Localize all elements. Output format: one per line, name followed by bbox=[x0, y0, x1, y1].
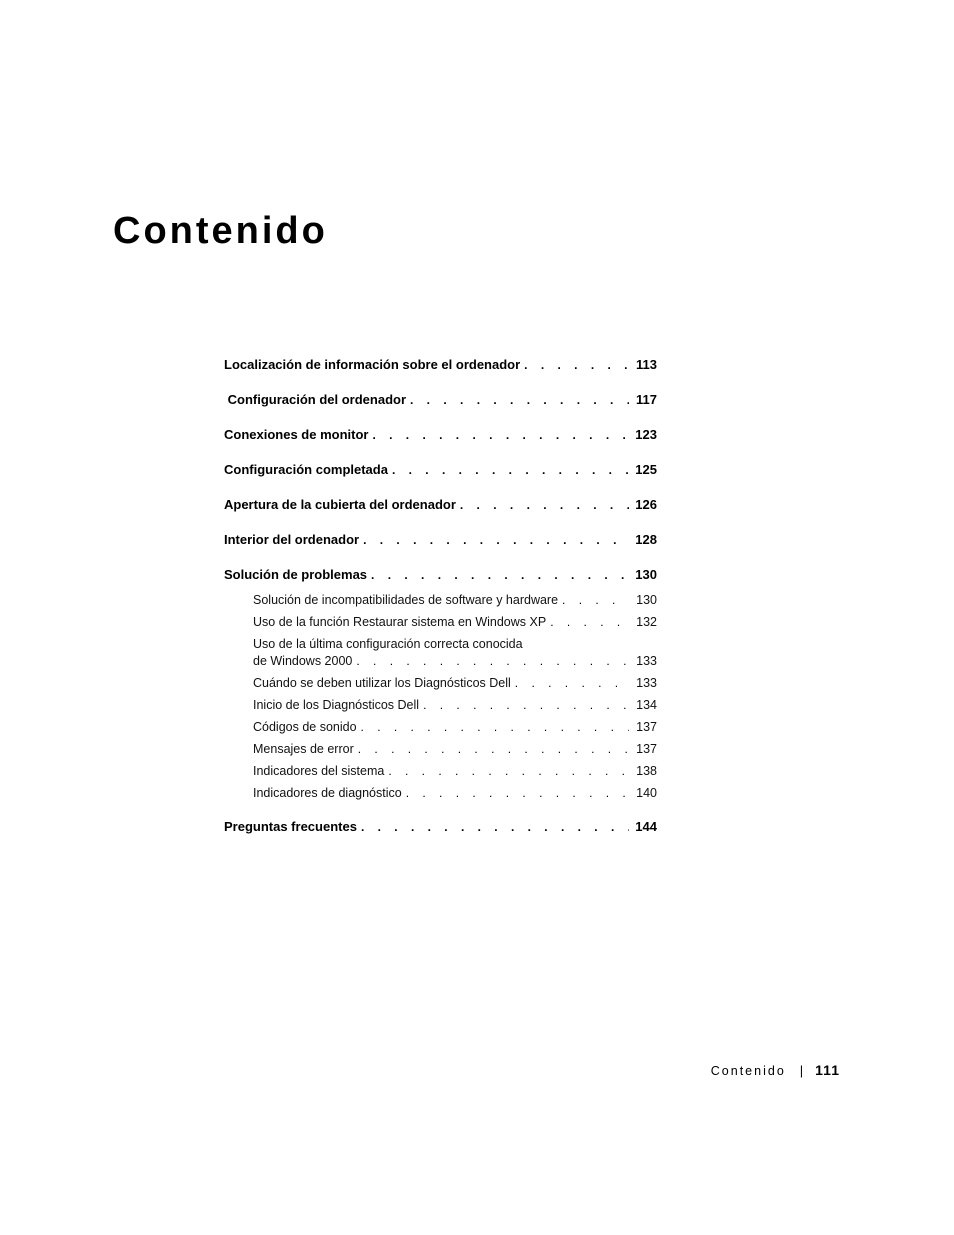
dot-leader bbox=[524, 357, 629, 374]
toc-entry-page: 144 bbox=[635, 819, 657, 834]
dot-leader bbox=[410, 392, 629, 409]
dot-leader bbox=[562, 592, 629, 608]
toc-entry-page: 123 bbox=[635, 427, 657, 442]
toc-entry-label: Solución de problemas bbox=[224, 567, 368, 582]
toc-subentry-label: Indicadores del sistema bbox=[253, 764, 385, 778]
dot-leader bbox=[388, 763, 629, 779]
toc-subentry-page: 133 bbox=[636, 654, 657, 668]
dot-leader bbox=[358, 741, 629, 757]
table-of-contents bbox=[224, 352, 657, 836]
toc-subentry[interactable] bbox=[253, 614, 657, 630]
toc-entry-label: Conexiones de monitor bbox=[224, 427, 369, 442]
footer-page-number: 111 bbox=[815, 1062, 840, 1078]
toc-entry-page: 117 bbox=[636, 392, 657, 407]
toc-entry-label: Interior del ordenador bbox=[224, 532, 360, 547]
dot-leader bbox=[550, 614, 629, 630]
toc-subentry-label: Cuándo se deben utilizar los Diagnósticos Dell bbox=[253, 676, 511, 690]
toc-entry[interactable] bbox=[224, 426, 657, 444]
dot-leader bbox=[372, 427, 629, 444]
toc-subentry-label: Uso de la función Restaurar sistema en Windows XP bbox=[253, 615, 547, 629]
toc-entry-label: Configuración del ordenador bbox=[224, 392, 407, 407]
toc-subentry[interactable] bbox=[253, 741, 657, 757]
toc-entry-label: Preguntas frecuentes bbox=[224, 819, 357, 834]
toc-entry-page: 128 bbox=[635, 532, 657, 547]
toc-entry[interactable] bbox=[224, 391, 657, 409]
toc-entry-page: 125 bbox=[635, 462, 657, 477]
toc-entry-label: Localización de información sobre el ordenador bbox=[224, 357, 521, 372]
toc-entry-page: 126 bbox=[635, 497, 657, 512]
footer-section-title: Contenido bbox=[710, 1064, 786, 1078]
dot-leader bbox=[406, 785, 629, 801]
toc-subentry-page: 134 bbox=[636, 698, 657, 712]
toc-subentry-label: Códigos de sonido bbox=[253, 720, 357, 734]
toc-subentry[interactable] bbox=[253, 785, 657, 801]
toc-subentry-page: 137 bbox=[636, 742, 657, 756]
toc-subentry[interactable] bbox=[253, 675, 657, 691]
toc-subentry-label-line1: Uso de la última configuración correcta conocida bbox=[253, 637, 523, 651]
toc-subentry-label: Solución de incompatibilidades de software y hardware bbox=[253, 593, 559, 607]
toc-entry-page: 130 bbox=[635, 567, 657, 582]
toc-entry-label: Configuración completada bbox=[224, 462, 388, 477]
dot-leader bbox=[392, 462, 629, 479]
page-footer bbox=[711, 1062, 840, 1078]
dot-leader bbox=[460, 497, 629, 514]
toc-subentry-label: de Windows 2000 bbox=[253, 654, 353, 668]
toc-subentry-page: 132 bbox=[636, 615, 657, 629]
toc-subentry-page: 130 bbox=[636, 593, 657, 607]
toc-subentry-page: 138 bbox=[636, 764, 657, 778]
page-title: Contenido bbox=[113, 210, 328, 252]
dot-leader bbox=[361, 719, 629, 735]
dot-leader bbox=[363, 532, 629, 549]
toc-entry[interactable] bbox=[224, 531, 657, 549]
toc-subentry-label: Indicadores de diagnóstico bbox=[253, 786, 402, 800]
toc-entry-page: 113 bbox=[636, 357, 657, 372]
toc-subentry-label: Mensajes de error bbox=[253, 742, 354, 756]
toc-entry[interactable] bbox=[224, 566, 657, 584]
dot-leader bbox=[515, 675, 629, 691]
dot-leader bbox=[371, 567, 629, 584]
toc-entry-label: Apertura de la cubierta del ordenador bbox=[224, 497, 456, 512]
toc-entry[interactable] bbox=[224, 356, 657, 374]
toc-subentry[interactable] bbox=[253, 653, 657, 669]
toc-subentry-label: Inicio de los Diagnósticos Dell bbox=[253, 698, 420, 712]
toc-subentry-page: 140 bbox=[636, 786, 657, 800]
toc-subentry[interactable] bbox=[253, 592, 657, 608]
footer-separator: | bbox=[799, 1063, 804, 1078]
toc-subentry[interactable] bbox=[253, 719, 657, 735]
toc-subentry[interactable] bbox=[253, 697, 657, 713]
toc-subentry[interactable] bbox=[253, 763, 657, 779]
toc-entry[interactable] bbox=[224, 496, 657, 514]
dot-leader bbox=[356, 653, 629, 669]
toc-subentry-page: 137 bbox=[636, 720, 657, 734]
dot-leader bbox=[423, 697, 629, 713]
toc-subentry-page: 133 bbox=[636, 676, 657, 690]
toc-entry[interactable] bbox=[224, 818, 657, 836]
dot-leader bbox=[361, 819, 629, 836]
toc-entry[interactable] bbox=[224, 461, 657, 479]
